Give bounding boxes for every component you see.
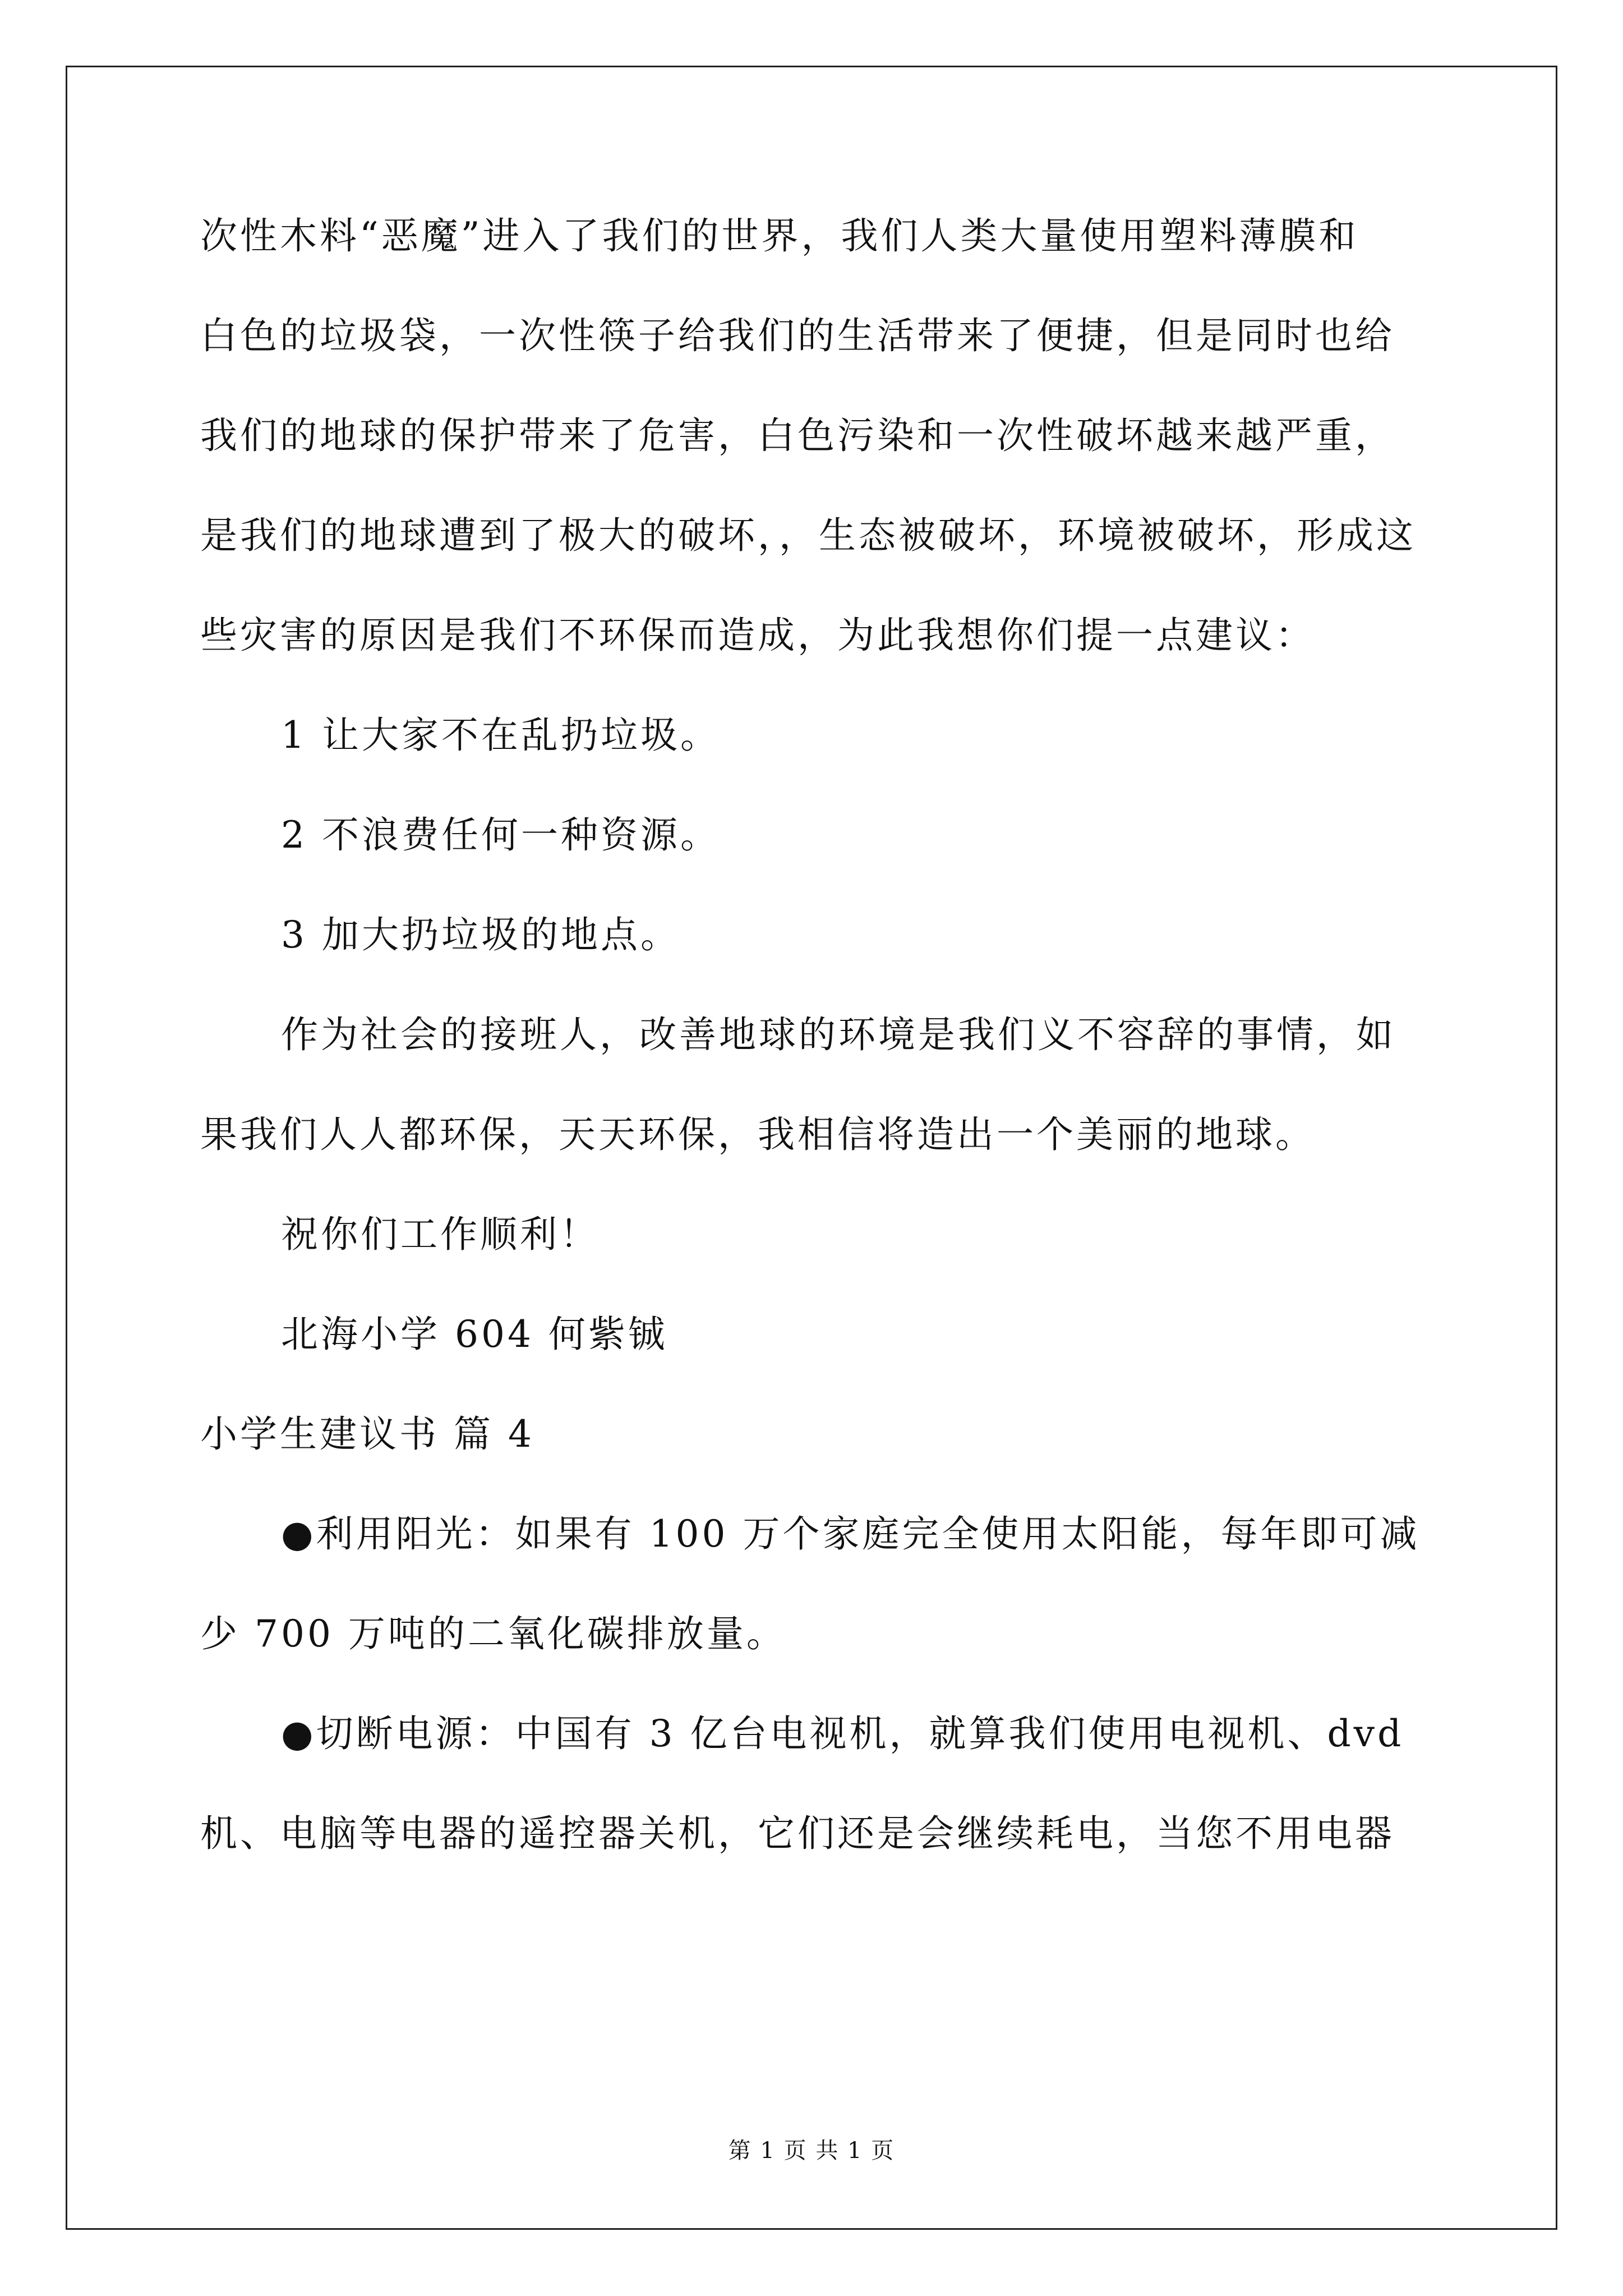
signature-line: 北海小学 604 何紫铖 <box>281 1313 668 1356</box>
text-line: 些灾害的原因是我们不环保而造成，为此我想你们提一点建议： <box>200 614 1315 657</box>
text-line: 白色的垃圾袋，一次性筷子给我们的生活带来了便捷，但是同时也给 <box>200 314 1395 357</box>
document-body <box>200 216 1423 1913</box>
text-line: 果我们人人都环保，天天环保，我相信将造出一个美丽的地球。 <box>200 1113 1315 1156</box>
text-line: 我们的地球的保护带来了危害，白色污染和一次性破坏越来越严重， <box>200 414 1395 457</box>
text-line: 机、电脑等电器的遥控器关机，它们还是会继续耗电，当您不用电器 <box>200 1812 1395 1855</box>
text-line: 次性木料“恶魔”进入了我们的世界，我们人类大量使用塑料薄膜和 <box>200 214 1359 257</box>
closing-line: 祝你们工作顺利！ <box>281 1213 600 1256</box>
text-line: 作为社会的接班人，改善地球的环境是我们义不容辞的事情，如 <box>281 1013 1396 1056</box>
list-item: 3 加大扔垃圾的地点。 <box>281 913 680 956</box>
text-line: 是我们的地球遭到了极大的破坏，，生态被破坏，环境被破坏，形成这 <box>200 514 1416 557</box>
bullet-paragraph: ●切断电源：中国有 3 亿台电视机，就算我们使用电视机、dvd <box>281 1712 1404 1755</box>
text-line: 少 700 万吨的二氧化碳排放量。 <box>200 1612 786 1655</box>
list-item: 2 不浪费任何一种资源。 <box>281 813 720 857</box>
section-heading: 小学生建议书 篇 4 <box>200 1412 534 1456</box>
bullet-paragraph: ●利用阳光：如果有 100 万个家庭完全使用太阳能，每年即可减 <box>281 1512 1420 1556</box>
page-footer: 第 1 页 共 1 页 <box>728 2138 895 2164</box>
list-item: 1 让大家不在乱扔垃圾。 <box>281 714 720 757</box>
